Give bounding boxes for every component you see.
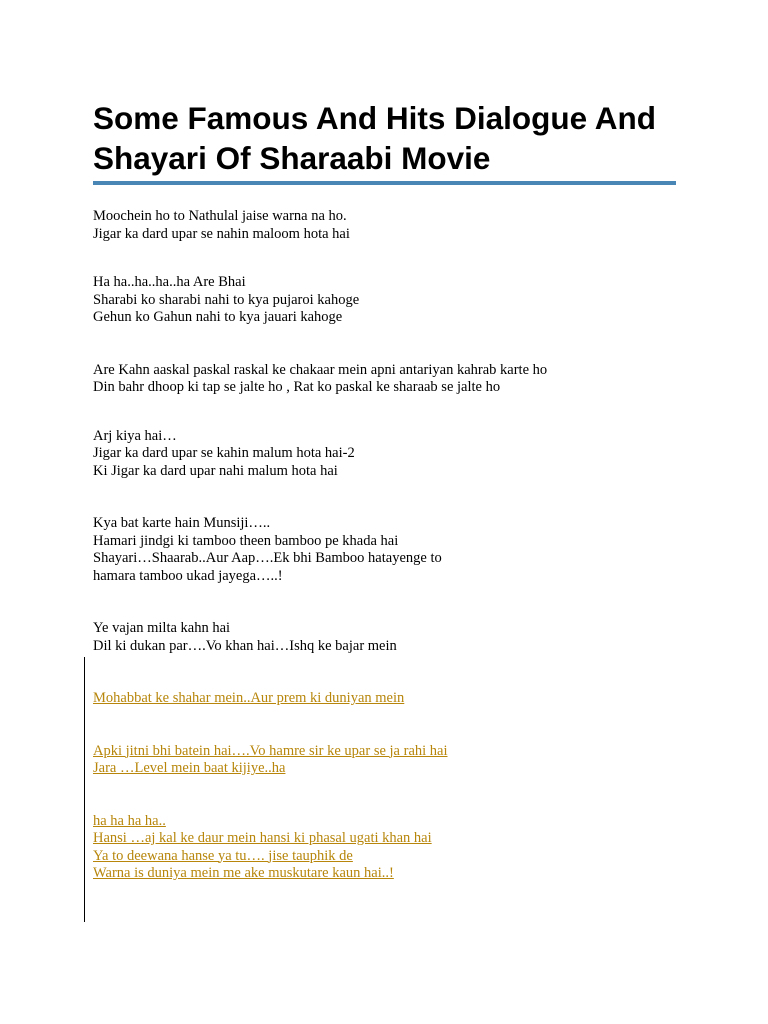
link-block-2 (93, 743, 693, 778)
dialogue-link[interactable]: Apki jitni bhi batein hai….Vo hamre sir ke upar se ja rahi hai (93, 742, 448, 759)
dialogue-line: hamara tamboo ukad jayega…..! (93, 567, 283, 584)
title-underline-rule (93, 181, 676, 185)
link-block-1 (93, 690, 693, 708)
dialogue-line: Are Kahn aaskal paskal raskal ke chakaar mein apni antariyan kahrab karte ho (93, 361, 548, 378)
dialogue-line: Din bahr dhoop ki tap se jalte ho , Rat ko paskal ke sharaab se jalte ho (93, 379, 501, 395)
dialogue-line: Gehun ko Gahun nahi to kya jauari kahoge (93, 309, 343, 325)
page-title: Some Famous And Hits Dialogue And Shayari Of Sharaabi Movie (93, 100, 656, 176)
dialogue-link[interactable]: Jara …Level mein baat kijiye..ha (93, 760, 286, 776)
dialogue-block-4 (93, 428, 693, 481)
change-bar-marker (84, 657, 85, 922)
dialogue-block-6 (93, 620, 693, 655)
spacer (93, 480, 693, 515)
dialogue-line: Kya bat karte hain Munsiji….. (93, 515, 271, 531)
dialogue-line: Jigar ka dard upar se kahin malum hota hai-2 (93, 445, 355, 461)
dialogue-line: Ye vajan milta kahn hai (93, 620, 231, 636)
dialogue-block-2 (93, 274, 693, 327)
dialogue-block-5 (93, 515, 693, 585)
dialogue-line: Hamari jindgi ki tamboo theen bamboo pe khada hai (93, 532, 399, 549)
dialogue-line: Moochein ho to Nathulal jaise warna na ho. (93, 208, 347, 224)
spacer (93, 778, 693, 813)
document-body (93, 208, 693, 883)
spacer (93, 243, 693, 274)
dialogue-link[interactable]: Warna is duniya mein me ake muskutare kaun hai..! (93, 865, 394, 881)
dialogue-link[interactable]: Ya to deewana hanse ya tu…. jise tauphik de (93, 847, 353, 864)
link-block-3 (93, 813, 693, 883)
dialogue-line: Dil ki dukan par….Vo khan hai…Ishq ke bajar mein (93, 637, 397, 654)
dialogue-line: Arj kiya hai… (93, 427, 177, 444)
dialogue-line: Ki Jigar ka dard upar nahi malum hota hai (93, 462, 338, 479)
dialogue-block-3 (93, 362, 693, 397)
dialogue-link[interactable]: Hansi …aj kal ke daur mein hansi ki phasal ugati khan hai (93, 830, 432, 846)
dialogue-line: Shayari…Shaarab..Aur Aap….Ek bhi Bamboo hatayenge to (93, 550, 442, 566)
spacer (93, 655, 693, 690)
spacer (93, 585, 693, 620)
spacer (93, 397, 693, 428)
dialogue-link[interactable]: Mohabbat ke shahar mein..Aur prem ki duniyan mein (93, 690, 405, 706)
dialogue-line: Ha ha..ha..ha..ha Are Bhai (93, 274, 246, 290)
dialogue-block-1 (93, 208, 693, 243)
dialogue-line: Jigar ka dard upar se nahin maloom hota hai (93, 225, 350, 242)
spacer (93, 327, 693, 362)
dialogue-line: Sharabi ko sharabi nahi to kya pujaroi kahoge (93, 291, 360, 308)
spacer (93, 708, 693, 743)
dialogue-link[interactable]: ha ha ha ha.. (93, 812, 166, 829)
